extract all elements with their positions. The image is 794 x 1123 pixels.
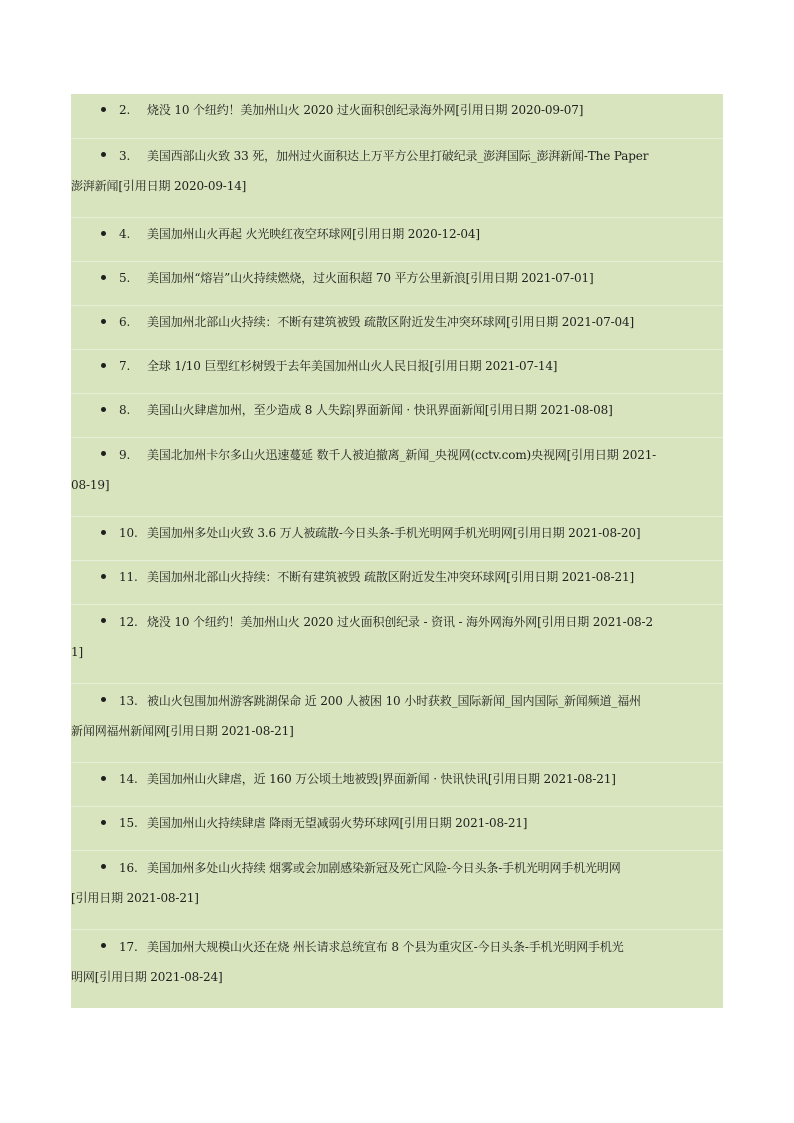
reference-text: 美国加州山火再起 火光映红夜空环球网[引用日期 2020-12-04] [147, 227, 480, 241]
reference-line [71, 219, 723, 249]
reference-text-continued: 08-19] [71, 478, 110, 492]
reference-line [71, 764, 723, 794]
reference-line [71, 932, 723, 962]
reference-item-17 [71, 929, 723, 1008]
reference-line [71, 141, 723, 171]
reference-text-continued: 明网[引用日期 2021-08-24] [71, 970, 223, 984]
reference-item-2 [71, 94, 723, 138]
reference-item-9 [71, 437, 723, 516]
reference-number: 6. [119, 315, 131, 329]
reference-item-11 [71, 560, 723, 604]
reference-number: 9. [119, 448, 131, 462]
reference-number: 16. [119, 861, 138, 875]
reference-number: 12. [119, 615, 138, 629]
reference-text: 美国加州山火肆虐，近 160 万公顷土地被毁|界面新闻 · 快讯快讯[引用日期 2021-08-21] [147, 772, 616, 786]
reference-text: 美国加州北部山火持续：不断有建筑被毁 疏散区附近发生冲突环球网[引用日期 2021-08-21] [147, 570, 634, 584]
reference-item-14 [71, 762, 723, 806]
reference-list [71, 94, 723, 1008]
reference-item-15 [71, 806, 723, 850]
reference-item-3 [71, 138, 723, 217]
reference-number: 4. [119, 227, 131, 241]
reference-item-4 [71, 217, 723, 261]
reference-item-6 [71, 305, 723, 349]
reference-text: 烧没 10 个纽约！美加州山火 2020 过火面积创纪录海外网[引用日期 2020-09-07] [147, 103, 584, 117]
reference-line [71, 686, 723, 716]
reference-line [71, 307, 723, 337]
reference-line [71, 607, 723, 637]
reference-item-7 [71, 349, 723, 393]
reference-text: 美国北加州卡尔多山火迅速蔓延 数千人被迫撤离_新闻_央视网(cctv.com)央视网[引用日期 2021- [147, 448, 657, 462]
reference-number: 10. [119, 526, 138, 540]
reference-number: 3. [119, 149, 131, 163]
reference-text-continued: 1] [71, 645, 84, 659]
reference-line [71, 518, 723, 548]
reference-text: 全球 1/10 巨型红杉树毁于去年美国加州山火人民日报[引用日期 2021-07-14] [147, 359, 558, 373]
reference-number: 11. [119, 570, 138, 584]
reference-number: 17. [119, 940, 138, 954]
reference-line [71, 395, 723, 425]
reference-item-8 [71, 393, 723, 437]
reference-text: 被山火包围加州游客跳湖保命 近 200 人被困 10 小时获救_国际新闻_国内国际_新闻频道_福州 [147, 694, 641, 708]
reference-item-16 [71, 850, 723, 929]
reference-text: 美国加州多处山火致 3.6 万人被疏散-今日头条-手机光明网手机光明网[引用日期 2021-08-20] [147, 526, 641, 540]
reference-line [71, 351, 723, 381]
reference-text-continued: [引用日期 2021-08-21] [71, 891, 199, 905]
reference-text: 美国加州“熔岩”山火持续燃烧，过火面积超 70 平方公里新浪[引用日期 2021-07-01] [147, 271, 594, 285]
reference-text: 烧没 10 个纽约！美加州山火 2020 过火面积创纪录 - 资讯 - 海外网海外网[引用日期 2021-08-2 [147, 615, 653, 629]
reference-item-12 [71, 604, 723, 683]
reference-number: 7. [119, 359, 131, 373]
reference-line [71, 808, 723, 838]
reference-text: 美国加州北部山火持续：不断有建筑被毁 疏散区附近发生冲突环球网[引用日期 2021-07-04] [147, 315, 634, 329]
reference-item-13 [71, 683, 723, 762]
reference-line [71, 95, 723, 125]
reference-number: 14. [119, 772, 138, 786]
reference-number: 8. [119, 403, 131, 417]
reference-text: 美国山火肆虐加州，至少造成 8 人失踪|界面新闻 · 快讯界面新闻[引用日期 2021-08-08] [147, 403, 613, 417]
reference-item-5 [71, 261, 723, 305]
reference-text-continued: 澎湃新闻[引用日期 2020-09-14] [71, 179, 247, 193]
reference-line [71, 440, 723, 470]
reference-number: 15. [119, 816, 138, 830]
reference-number: 13. [119, 694, 138, 708]
reference-text: 美国加州大规模山火还在烧 州长请求总统宣布 8 个县为重灾区-今日头条-手机光明网手机光 [147, 940, 624, 954]
reference-line [71, 562, 723, 592]
reference-text-continued: 新闻网福州新闻网[引用日期 2021-08-21] [71, 724, 294, 738]
reference-line [71, 853, 723, 883]
reference-line [71, 263, 723, 293]
reference-text: 美国加州多处山火持续 烟雾或会加剧感染新冠及死亡风险-今日头条-手机光明网手机光明网 [147, 861, 621, 875]
reference-number: 2. [119, 103, 131, 117]
reference-item-10 [71, 516, 723, 560]
reference-number: 5. [119, 271, 131, 285]
reference-text: 美国西部山火致 33 死，加州过火面积达上万平方公里打破纪录_澎湃国际_澎湃新闻-The Paper [147, 149, 649, 163]
reference-text: 美国加州山火持续肆虐 降雨无望减弱火势环球网[引用日期 2021-08-21] [147, 816, 528, 830]
